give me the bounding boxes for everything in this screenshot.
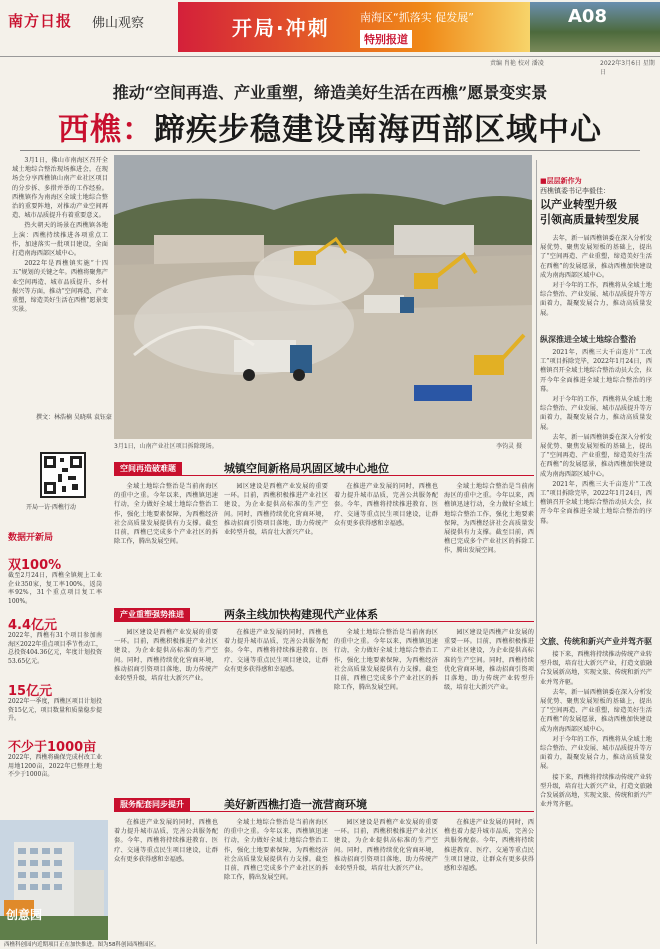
section-column bbox=[444, 818, 534, 944]
section-paragraph: 全域土地综合整治是当前南海区的重中之重。今年以来，西樵镇迅速行动，全力做好全域土地综合整治工作，强化土地要素保障，为西樵经济社会高质量发展提供有力支撑。截至目前，西樵已完成多个产业社区的拆除工作，腾出发展空间。 bbox=[114, 483, 218, 546]
lead-paragraph: 3月1日，佛山市南海区召开全域土地综合整治现场推进会，在现场会分享西樵镇山南产业社区项目的分步拆、多措并举的工作经验。西樵镇作为南海区全域土地综合整治的重要阵地，对推动产业空间再造、城市品质提升有着重要意义。 bbox=[12, 157, 108, 220]
article-credit: 撰文：林浩楠 吴晓琪 袁钰豪 bbox=[36, 414, 112, 421]
main-photo-caption bbox=[114, 441, 532, 450]
sidebar-kicker: ■层层新作为 bbox=[540, 177, 582, 185]
data-text: 2022年，西樵将确保完成村改工业用地1200亩，2022年已整理土地不少于1000亩。 bbox=[8, 754, 102, 779]
data-value: 双100% bbox=[8, 558, 62, 573]
data-value: 不少于1000亩 bbox=[8, 740, 97, 755]
section-column bbox=[224, 628, 328, 794]
section-paragraph: 在推进产业发展的同时，西樵也着力提升城市品质，完善公共服务配套。今年，西樵将持续推进教育、医疗、交通等重点民生项目建设，让群众有更多获得感和幸福感。 bbox=[114, 819, 218, 863]
editors: 责编 肖艳 校对 潘凌 bbox=[490, 60, 544, 67]
divider bbox=[20, 150, 640, 151]
section-column bbox=[114, 818, 218, 944]
section-heading: 美好新西樵打造一流营商环境 bbox=[224, 798, 367, 811]
sidebar-paragraph: 对于今年的工作，西樵将从全域土地综合整治、产业发展、城市品质提升等方面着力，凝聚发展合力，推动高质量发展。 bbox=[540, 396, 652, 431]
section-column bbox=[334, 818, 438, 944]
section-paragraph: 在推进产业发展的同时，西樵也着力提升城市品质，完善公共服务配套。今年，西樵将持续推进教育、医疗、交通等重点民生项目建设，让群众有更多获得感和幸福感。 bbox=[444, 819, 534, 873]
section-name: 佛山观察 bbox=[92, 16, 145, 31]
meta-line bbox=[0, 56, 660, 76]
headline-title: 蹄疾步稳建设南海西部区域中心 bbox=[154, 112, 602, 148]
lead-paragraph: 2022年是西樵镇实施“十四五”规划的关键之年。西樵将聚焦产业空间再造、城市品质提升、乡村振兴等方面，推动“空间再造、产业重塑，缔造美好生活在西樵”愿景变实景。 bbox=[12, 260, 108, 314]
section-paragraph: 园区建设是西樵产业发展的重要一环。目前，西樵积极推进产业社区建设，为企业提供高标准的生产空间。同时，西樵持续优化营商环境，推动招商引资项目落地，助力传统产业转型升级，培育壮大新兴产业。 bbox=[334, 819, 438, 873]
data-text: 截至2月24日，西樵全镇规上工业企业350家，复工率100%，返岗率92%，31个重点项目复工率100%。 bbox=[8, 572, 102, 605]
qr-caption: 开局一访·西樵行动 bbox=[26, 504, 76, 511]
section-paragraph: 全域土地综合整治是当前南海区的重中之重。今年以来，西樵镇迅速行动，全力做好全域土地综合整治工作，强化土地要素保障，为西樵经济社会高质量发展提供有力支撑。截至目前，西樵已完成多个产业社区的拆除工作，腾出发展空间。 bbox=[224, 819, 328, 882]
data-text: 2022年一季度，西樵区项目计划投资15亿元，项目数量和质量稳步提升。 bbox=[8, 698, 102, 723]
lead-column bbox=[12, 156, 108, 408]
sidebar-headline: 以产业转型升级 bbox=[540, 198, 617, 211]
slogan: 开局·冲刺 bbox=[232, 16, 330, 40]
section-column bbox=[114, 628, 218, 794]
sidebar-paragraph: 2021年，西樵三大千亩连片“工改工”项目拆除完毕，2022年1月24日，西樵镇召开全域土地综合整治动员大会，拉开今年全面推进全域土地综合整治的序幕。 bbox=[540, 480, 652, 525]
sidebar-paragraph: 对于今年的工作，西樵将从全域土地综合整治、产业发展、城市品质提升等方面着力，凝聚发展合力，推动高质量发展。 bbox=[540, 282, 652, 317]
slogan-banner bbox=[178, 2, 530, 52]
sidebar-paragraph: 去年，新一届西樵镇委在深入分析发展优势、聚焦发展短板的基础上，提出了“空间再造、产业重塑，缔造美好生活在西樵”的发展愿景，推动西樵加快建设成为南海西部区域中心。 bbox=[540, 235, 652, 279]
masthead bbox=[0, 0, 660, 56]
section-tag: 服务配套同步提升 bbox=[114, 798, 190, 812]
sidebar-subhead: 文旅、传统和新兴产业并驾齐驱 bbox=[540, 636, 652, 646]
sidebar-paragraph: 接下来，西樵将持续推动传统产业转型升级，培育壮大新兴产业，打造文旅融合发展新高地，实现文旅、传统和新兴产业并驾齐驱。 bbox=[540, 773, 652, 809]
data-text: 2022年，西樵有31个项目参加南海区2022年重点项目季节性动工，总投资404.36亿元，年度计划投资53.65亿元。 bbox=[8, 632, 102, 665]
newspaper-brand: 南方日报 bbox=[8, 12, 73, 30]
section-column bbox=[444, 628, 534, 794]
caption-text: 3月1日，山南产业社区项目拆除现场。 bbox=[114, 443, 218, 450]
sidebar-paragraph: 接下来，西樵将持续推动传统产业转型升级，培育壮大新兴产业，打造文旅融合发展新高地，实现文旅、传统和新兴产业并驾齐驱。 bbox=[540, 651, 652, 686]
section-column bbox=[224, 482, 328, 604]
sub-slogan: 南海区“抓落实 促发展” bbox=[360, 11, 474, 24]
photo-credit: 李钧灵 摄 bbox=[496, 443, 522, 450]
section-column bbox=[114, 482, 218, 604]
section-column bbox=[224, 818, 328, 944]
headline-kicker: 推动“空间再造、产业重塑，缔造美好生活在西樵”愿景变实景 bbox=[112, 83, 548, 102]
section-header bbox=[114, 608, 534, 622]
issue-date: 2022年3月6日 星期日 bbox=[600, 60, 655, 76]
section-paragraph: 园区建设是西樵产业发展的重要一环。目前，西樵积极推进产业社区建设，为企业提供高标准的生产空间。同时，西樵持续优化营商环境，推动招商引资项目落地，助力传统产业转型升级，培育壮大新兴产业。 bbox=[224, 483, 328, 537]
section-column bbox=[334, 628, 438, 794]
section-heading: 城镇空间新格局巩固区域中心地位 bbox=[224, 462, 389, 475]
section-header bbox=[114, 462, 534, 476]
column-divider bbox=[536, 160, 537, 944]
data-block-title: 数据开新局 bbox=[8, 533, 54, 543]
section-paragraph: 在推进产业发展的同时，西樵也着力提升城市品质，完善公共服务配套。今年，西樵将持续推进教育、医疗、交通等重点民生项目建设，让群众有更多获得感和幸福感。 bbox=[224, 629, 328, 673]
building-photo-caption: 西樵科创园内近期项目正在加快推进。图为58科创园西樵园区。 bbox=[4, 942, 160, 948]
sidebar-paragraph: 对于今年的工作，西樵将从全域土地综合整治、产业发展、城市品质提升等方面着力，凝聚发展合力，推动高质量发展。 bbox=[540, 735, 652, 771]
sidebar-headline: 引领高质量转型发展 bbox=[540, 213, 639, 226]
section-paragraph: 全域土地综合整治是当前南海区的重中之重。今年以来，西樵镇迅速行动，全力做好全域土地综合整治工作，强化土地要素保障，为西樵经济社会高质量发展提供有力支撑。截至目前，西樵已完成多个产业社区的拆除工作，腾出发展空间。 bbox=[334, 629, 438, 692]
sidebar-subhead: 纵深推进全域土地综合整治 bbox=[540, 334, 636, 344]
section-heading: 两条主线加快构建现代产业体系 bbox=[224, 608, 378, 621]
section-paragraph: 园区建设是西樵产业发展的重要一环。目前，西樵积极推进产业社区建设，为企业提供高标准的生产空间。同时，西樵持续优化营商环境，推动招商引资项目落地，助力传统产业转型升级，培育壮大新兴产业。 bbox=[444, 629, 534, 692]
section-paragraph: 在推进产业发展的同时，西樵也着力提升城市品质，完善公共服务配套。今年，西樵将持续推进教育、医疗、交通等重点民生项目建设，让群众有更多获得感和幸福感。 bbox=[334, 483, 438, 527]
sidebar-paragraph: 2021年，西樵三大千亩连片“工改工”项目拆除完毕，2022年1月24日，西樵镇召开全域土地综合整治动员大会，拉开今年全面推进全域土地综合整治的序幕。 bbox=[540, 349, 652, 393]
photo-label: 创意园 bbox=[6, 908, 43, 922]
headline-prefix: 西樵： bbox=[58, 112, 154, 148]
section-paragraph: 园区建设是西樵产业发展的重要一环。目前，西樵积极推进产业社区建设，为企业提供高标准的生产空间。同时，西樵持续优化营商环境，推动招商引资项目落地，助力传统产业转型升级，培育壮大新兴产业。 bbox=[114, 629, 218, 683]
section-column bbox=[334, 482, 438, 604]
sidebar-paragraph: 去年，新一届西樵镇委在深入分析发展优势、聚焦发展短板的基础上，提出了“空间再造、产业重塑，缔造美好生活在西樵”的发展愿景，推动西樵加快建设成为南海西部区域中心。 bbox=[540, 433, 652, 478]
sidebar-paragraph: 去年，新一届西樵镇委在深入分析发展优势、聚焦发展短板的基础上，提出了“空间再造、产业重塑，缔造美好生活在西樵”的发展愿景，推动西樵加快建设成为南海西部区域中心。 bbox=[540, 688, 652, 733]
lead-paragraph: 热火朝天的场景在西樵镇各地上演：西樵持续推进各项重点工作，加速落实一批项目建设，全面打造南海西部区域中心。 bbox=[12, 222, 108, 258]
data-value: 4.4亿元 bbox=[8, 618, 58, 633]
report-tag: 特别报道 bbox=[360, 30, 412, 48]
sidebar-byline: 西樵镇委书记李毅佳： bbox=[540, 187, 610, 195]
section-tag: 产业重塑强势推进 bbox=[114, 608, 190, 622]
sidebar-column bbox=[540, 650, 652, 942]
main-photo bbox=[114, 155, 532, 439]
data-value: 15亿元 bbox=[8, 684, 53, 699]
section-column bbox=[444, 482, 534, 604]
page-title bbox=[0, 104, 660, 149]
qr-code bbox=[40, 452, 86, 498]
sidebar-column bbox=[540, 234, 652, 330]
page-number: A08 bbox=[568, 6, 607, 27]
section-header bbox=[114, 798, 534, 812]
sidebar-column bbox=[540, 348, 652, 634]
section-paragraph: 全域土地综合整治是当前南海区的重中之重。今年以来，西樵镇迅速行动，全力做好全域土地综合整治工作，强化土地要素保障，为西樵经济社会高质量发展提供有力支撑。截至目前，西樵已完成多个产业社区的拆除工作，腾出发展空间。 bbox=[444, 483, 534, 555]
section-tag: 空间再造破难题 bbox=[114, 462, 182, 476]
